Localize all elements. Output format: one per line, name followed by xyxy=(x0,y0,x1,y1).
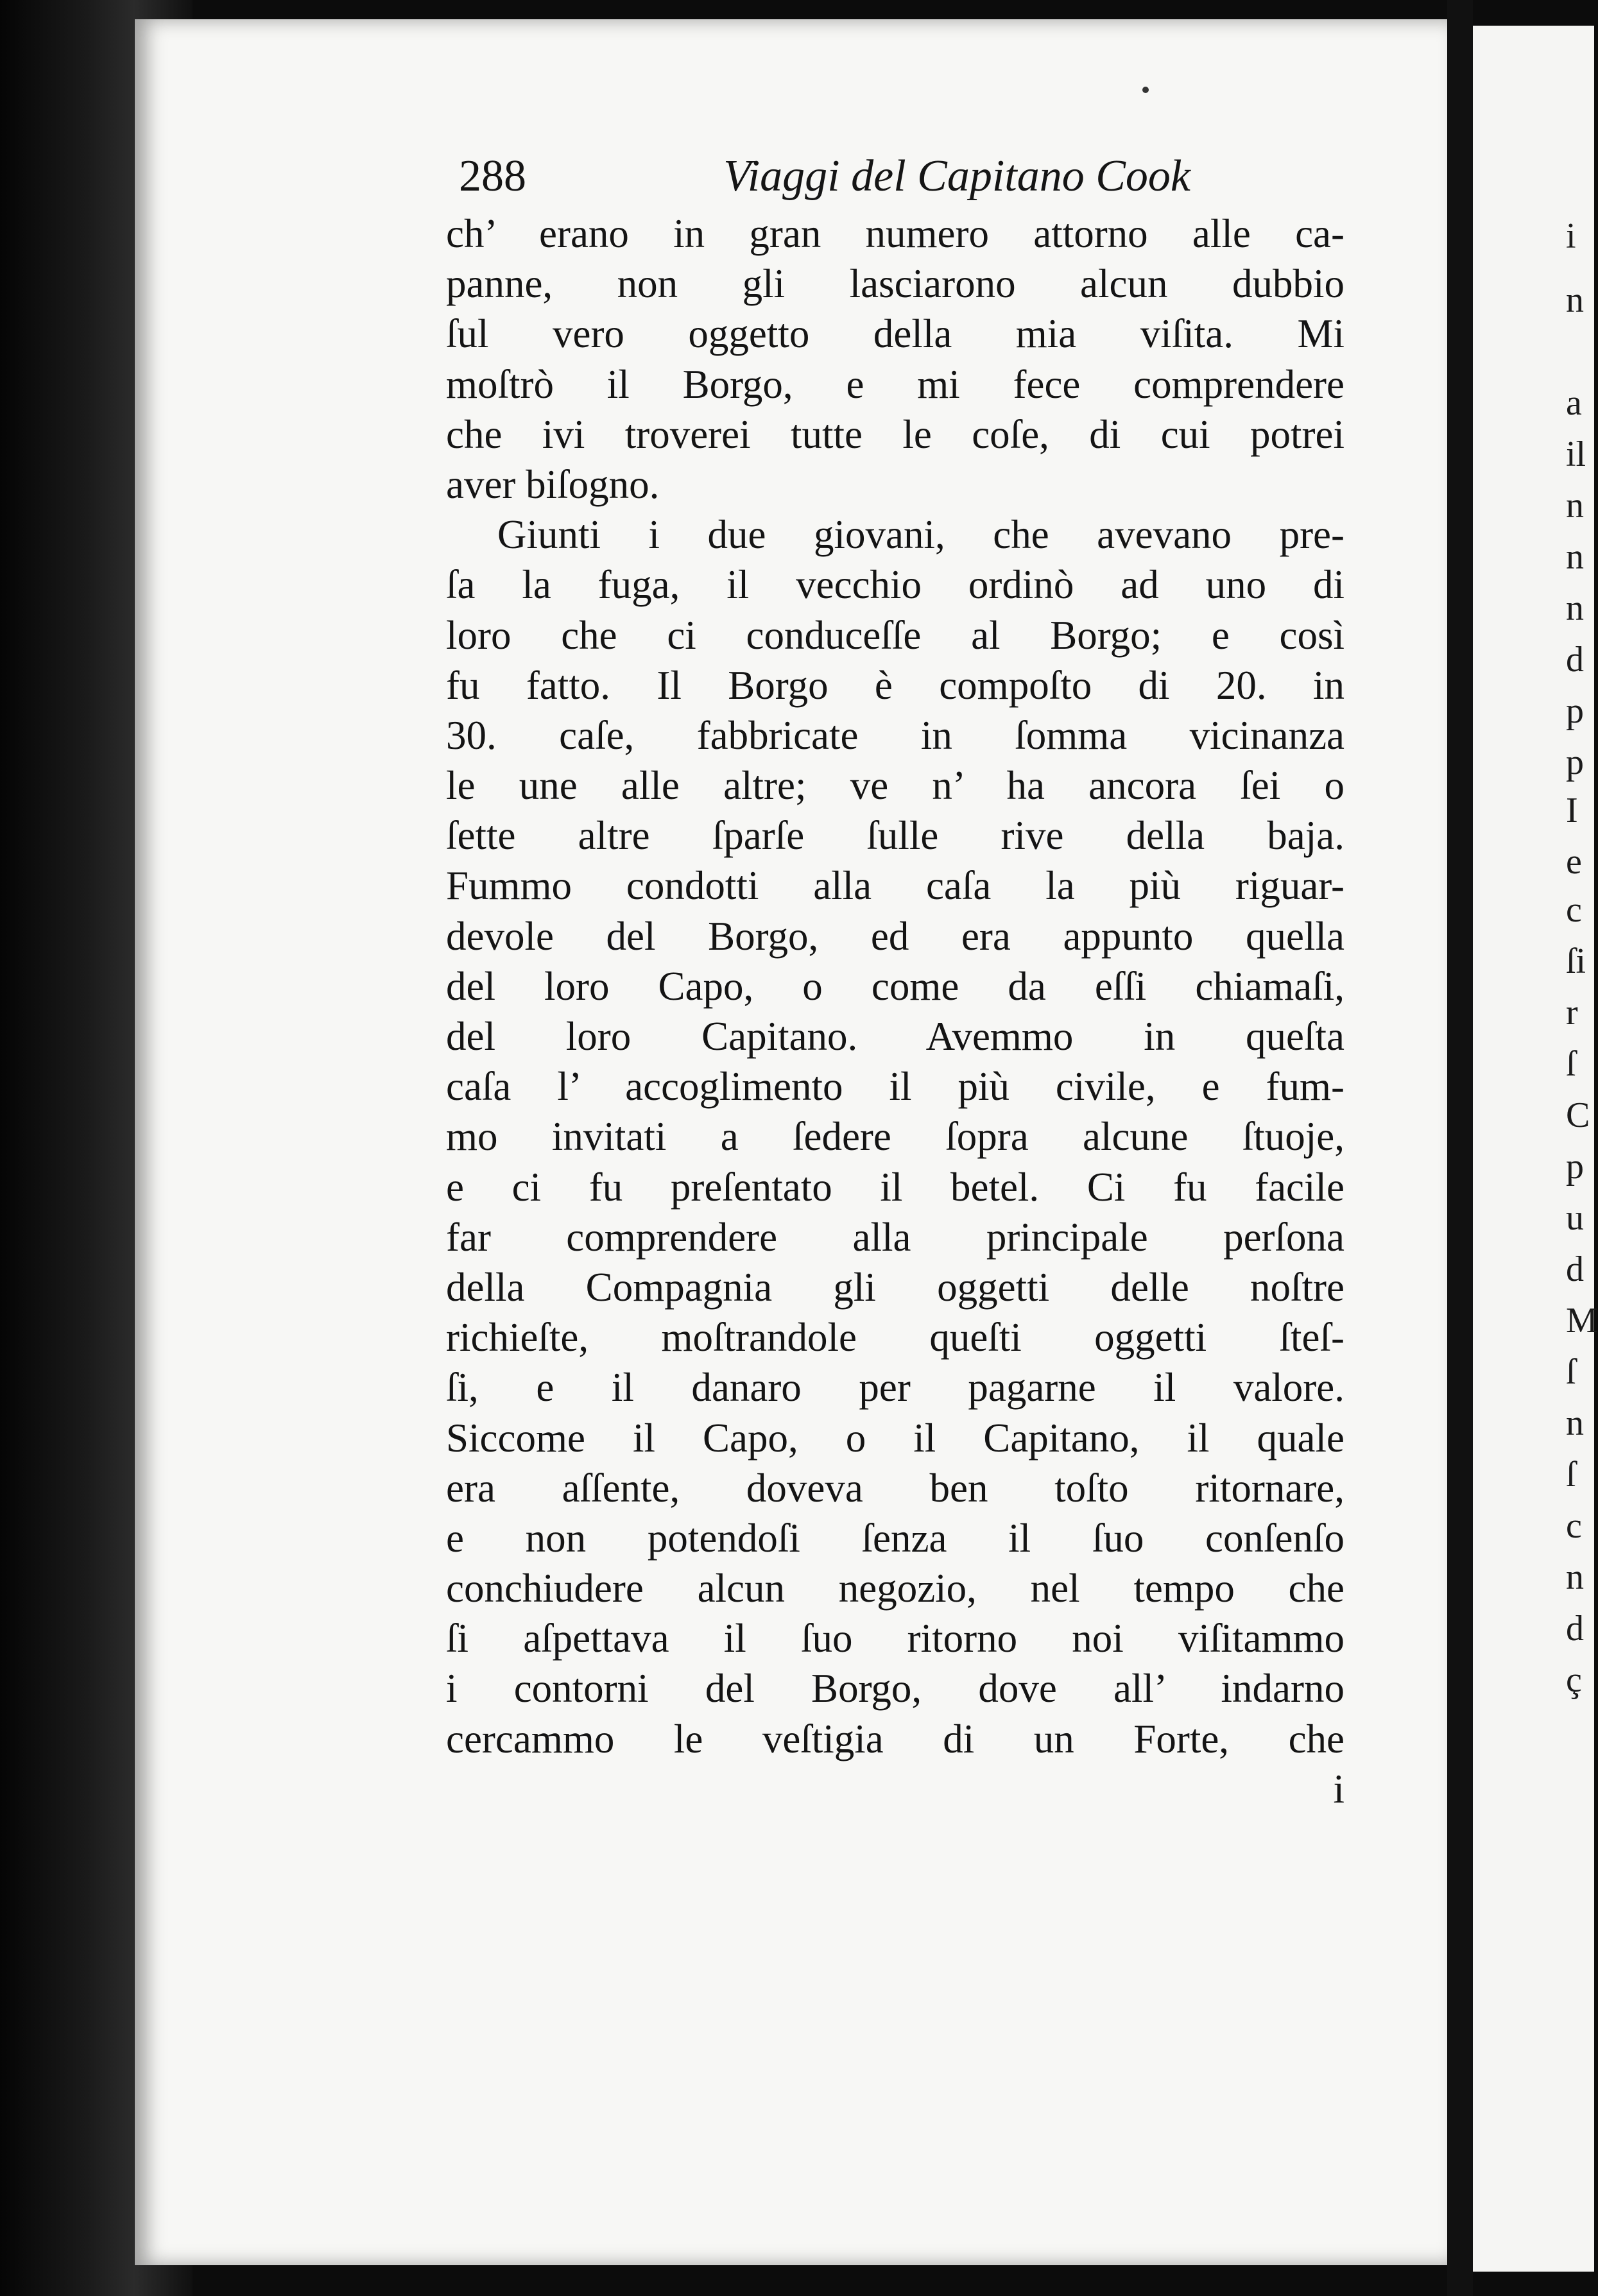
next-page-letter: C xyxy=(1566,1095,1590,1135)
next-page-letter: u xyxy=(1566,1198,1584,1238)
next-page-letter: d xyxy=(1566,1249,1584,1289)
text-line: devole del Borgo, ed era appunto quella xyxy=(446,913,1345,959)
next-page-letter: n xyxy=(1566,537,1584,577)
text-line: era aſſente, doveva ben toſto ritornare, xyxy=(446,1465,1345,1511)
text-line: i contorni del Borgo, dove all’ indarno xyxy=(446,1666,1345,1711)
text-line: della Compagnia gli oggetti delle noſtre xyxy=(446,1264,1345,1310)
running-header xyxy=(459,151,1190,209)
text-line: mo invitati a ſedere ſopra alcune ſtuoje, xyxy=(446,1114,1345,1160)
paper-speck xyxy=(1142,87,1149,93)
text-line: ch’ erano in gran numero attorno alle ca- xyxy=(446,211,1345,256)
text-line: richieſte, moſtrandole queſti oggetti ſteſ- xyxy=(446,1315,1345,1360)
text-line: far comprendere alla principale perſona xyxy=(446,1214,1345,1260)
text-line: ſi aſpettava il ſuo ritorno noi viſitammo xyxy=(446,1616,1345,1661)
text-line: ſul vero oggetto della mia viſita. Mi xyxy=(446,311,1345,357)
text-line: ſi, e il danaro per pagarne il valore. xyxy=(446,1365,1345,1410)
text-line: del loro Capo, o come da eſſi chiamaſi, xyxy=(446,963,1345,1009)
text-line: fu fatto. Il Borgo è compoſto di 20. in xyxy=(446,662,1345,708)
next-page-letter: i xyxy=(1566,216,1576,256)
text-line: del loro Capitano. Avemmo in queſta xyxy=(446,1014,1345,1059)
text-line: conchiudere alcun negozio, nel tempo che xyxy=(446,1566,1345,1611)
next-page-letter: ç xyxy=(1566,1660,1582,1700)
next-page-letter: n xyxy=(1566,486,1584,526)
next-page-letter: p xyxy=(1566,1147,1584,1187)
next-page-letter: I xyxy=(1566,791,1578,830)
text-line: le une alle altre; ve n’ ha ancora ſei o xyxy=(446,763,1345,809)
text-line: 30. caſe, fabbricate in ſomma vicinanza xyxy=(446,712,1345,758)
text-line: e ci fu preſentato il betel. Ci fu facile xyxy=(446,1164,1345,1210)
next-page-letter: n xyxy=(1566,588,1584,628)
page-gutter xyxy=(1447,0,1473,2296)
next-page-letter: ſ xyxy=(1566,1044,1576,1084)
next-page-letter: n xyxy=(1566,1403,1584,1443)
text-line: ſa la fuga, il vecchio ordinò ad uno di xyxy=(446,562,1345,608)
next-page-letter: r xyxy=(1566,993,1578,1032)
text-line: che ivi troverei tutte le coſe, di cui potrei xyxy=(446,411,1345,457)
running-title: Viaggi del Capitano Cook xyxy=(723,151,1190,201)
next-page-letter: n xyxy=(1566,1557,1584,1597)
next-page-letter: e xyxy=(1566,842,1582,882)
text-line: loro che ci conduceſſe al Borgo; e così xyxy=(446,612,1345,658)
text-line: cercammo le veſtigia di un Forte, che xyxy=(446,1716,1345,1761)
next-page-edge xyxy=(1473,26,1598,2272)
catchword: i xyxy=(1333,1766,1345,1812)
next-page-letter: a xyxy=(1566,383,1582,423)
body-text xyxy=(446,209,1345,1814)
next-page-letter: c xyxy=(1566,1506,1582,1546)
next-page-letter: n xyxy=(1566,280,1584,320)
next-page-letter: il xyxy=(1566,434,1586,474)
text-line: ſette altre ſparſe ſulle rive della baja. xyxy=(446,813,1345,859)
text-line: Giunti i due giovani, che avevano pre- xyxy=(497,512,1345,558)
next-page-letter: p xyxy=(1566,691,1584,731)
text-line: caſa l’ accoglimento il più civile, e fum- xyxy=(446,1064,1345,1109)
next-page-letter: p xyxy=(1566,742,1584,782)
next-page-letter: ſ xyxy=(1566,1455,1576,1495)
next-page-letter: c xyxy=(1566,890,1582,930)
page-number: 288 xyxy=(459,151,526,201)
next-page-letter: ſi xyxy=(1566,941,1586,981)
next-page-letter: M xyxy=(1566,1301,1598,1341)
next-page-letter: d xyxy=(1566,640,1584,680)
next-page-letter: ſ xyxy=(1566,1352,1576,1392)
text-line: Fummo condotti alla caſa la più riguar- xyxy=(446,863,1345,909)
text-line: aver biſogno. xyxy=(446,461,660,507)
text-line: panne, non gli lasciarono alcun dubbio xyxy=(446,261,1345,307)
next-page-letter: d xyxy=(1566,1609,1584,1649)
text-line: moſtrò il Borgo, e mi fece comprendere xyxy=(446,361,1345,407)
text-line: e non potendoſi ſenza il ſuo conſenſo xyxy=(446,1515,1345,1561)
text-line: Siccome il Capo, o il Capitano, il quale xyxy=(446,1415,1345,1461)
